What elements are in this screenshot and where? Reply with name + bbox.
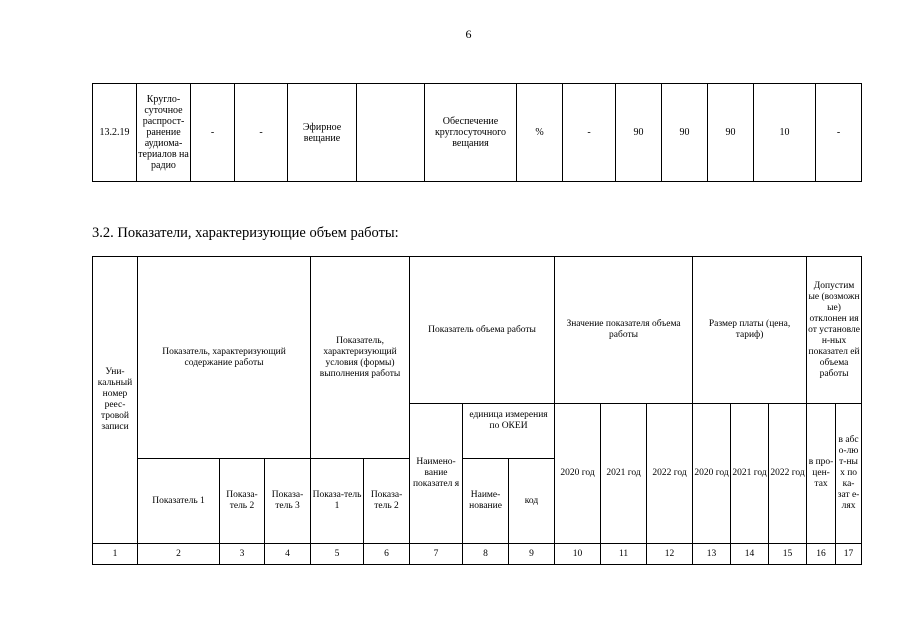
condition-indicator-cell: Эфирное вещание bbox=[288, 84, 357, 182]
header-content-indicator-3: Показа-тель 3 bbox=[265, 459, 311, 544]
column-number: 5 bbox=[311, 544, 364, 565]
header-fee-size: Размер платы (цена, тариф) bbox=[693, 257, 807, 404]
column-number: 17 bbox=[836, 544, 862, 565]
column-number: 4 bbox=[265, 544, 311, 565]
header-fee-2022: 2022 год bbox=[769, 404, 807, 544]
header-content-indicator: Показатель, характеризующий содержание работы bbox=[138, 257, 311, 459]
header-content-indicator-2: Показа-тель 2 bbox=[220, 459, 265, 544]
content-indicator-3-cell: - bbox=[235, 84, 288, 182]
content-indicator-2-cell: - bbox=[191, 84, 235, 182]
column-number: 7 bbox=[410, 544, 463, 565]
column-number: 2 bbox=[138, 544, 220, 565]
header-volume-indicator: Показатель объема работы bbox=[410, 257, 555, 404]
header-deviation-absolute: в абс о-лю т-ны х по ка-зат е-лях bbox=[836, 404, 862, 544]
quality-indicator-name-cell: Обеспечение круглосуточного вещания bbox=[425, 84, 517, 182]
header-value-2020: 2020 год bbox=[555, 404, 601, 544]
header-fee-2020: 2020 год bbox=[693, 404, 731, 544]
unit-cell: % bbox=[517, 84, 563, 182]
deviation-absolute-cell: - bbox=[816, 84, 862, 182]
column-number: 8 bbox=[463, 544, 509, 565]
header-condition-indicator-2: Показа-тель 2 bbox=[364, 459, 410, 544]
column-number: 14 bbox=[731, 544, 769, 565]
column-number: 6 bbox=[364, 544, 410, 565]
registry-number-cell: 13.2.19 bbox=[93, 84, 137, 182]
header-allowed-deviation: Допустим ые (возможн ые) отклонен ия от установле н-ных показател ей объема работы bbox=[807, 257, 862, 404]
column-number: 15 bbox=[769, 544, 807, 565]
header-unit-code: код bbox=[509, 459, 555, 544]
code-cell: - bbox=[563, 84, 616, 182]
header-volume-value: Значение показателя объема работы bbox=[555, 257, 693, 404]
header-unit-name: Наиме-нование bbox=[463, 459, 509, 544]
work-volume-table bbox=[92, 256, 862, 565]
condition-indicator-2-cell bbox=[357, 84, 425, 182]
header-unique-number: Уни-кальный номер реес-тровой записи bbox=[93, 257, 138, 544]
header-conditions-indicator: Показатель, характеризующий условия (формы) выполнения работы bbox=[311, 257, 410, 459]
column-number: 11 bbox=[601, 544, 647, 565]
content-indicator-cell: Кругло-суточное распрост-ранение аудиома-териалов на радио bbox=[137, 84, 191, 182]
value-2022-cell: 90 bbox=[708, 84, 754, 182]
header-okei-unit: единица измерения по ОКЕИ bbox=[463, 404, 555, 459]
column-number: 13 bbox=[693, 544, 731, 565]
header-value-2022: 2022 год bbox=[647, 404, 693, 544]
column-number: 3 bbox=[220, 544, 265, 565]
page-number: 6 bbox=[465, 27, 472, 41]
column-number: 1 bbox=[93, 544, 138, 565]
column-number: 9 bbox=[509, 544, 555, 565]
header-deviation-percent: в про-цен-тах bbox=[807, 404, 836, 544]
header-condition-indicator-1: Показа-тель 1 bbox=[311, 459, 364, 544]
header-indicator-name: Наимено-вание показател я bbox=[410, 404, 463, 544]
value-2020-cell: 90 bbox=[616, 84, 662, 182]
service-quality-table-row bbox=[92, 83, 862, 182]
header-fee-2021: 2021 год bbox=[731, 404, 769, 544]
column-number: 10 bbox=[555, 544, 601, 565]
section-title: 3.2. Показатели, характеризующие объем работы: bbox=[92, 225, 399, 241]
column-number-row bbox=[93, 544, 862, 565]
value-2021-cell: 90 bbox=[662, 84, 708, 182]
deviation-percent-cell: 10 bbox=[754, 84, 816, 182]
header-content-indicator-1: Показатель 1 bbox=[138, 459, 220, 544]
column-number: 16 bbox=[807, 544, 836, 565]
column-number: 12 bbox=[647, 544, 693, 565]
header-value-2021: 2021 год bbox=[601, 404, 647, 544]
